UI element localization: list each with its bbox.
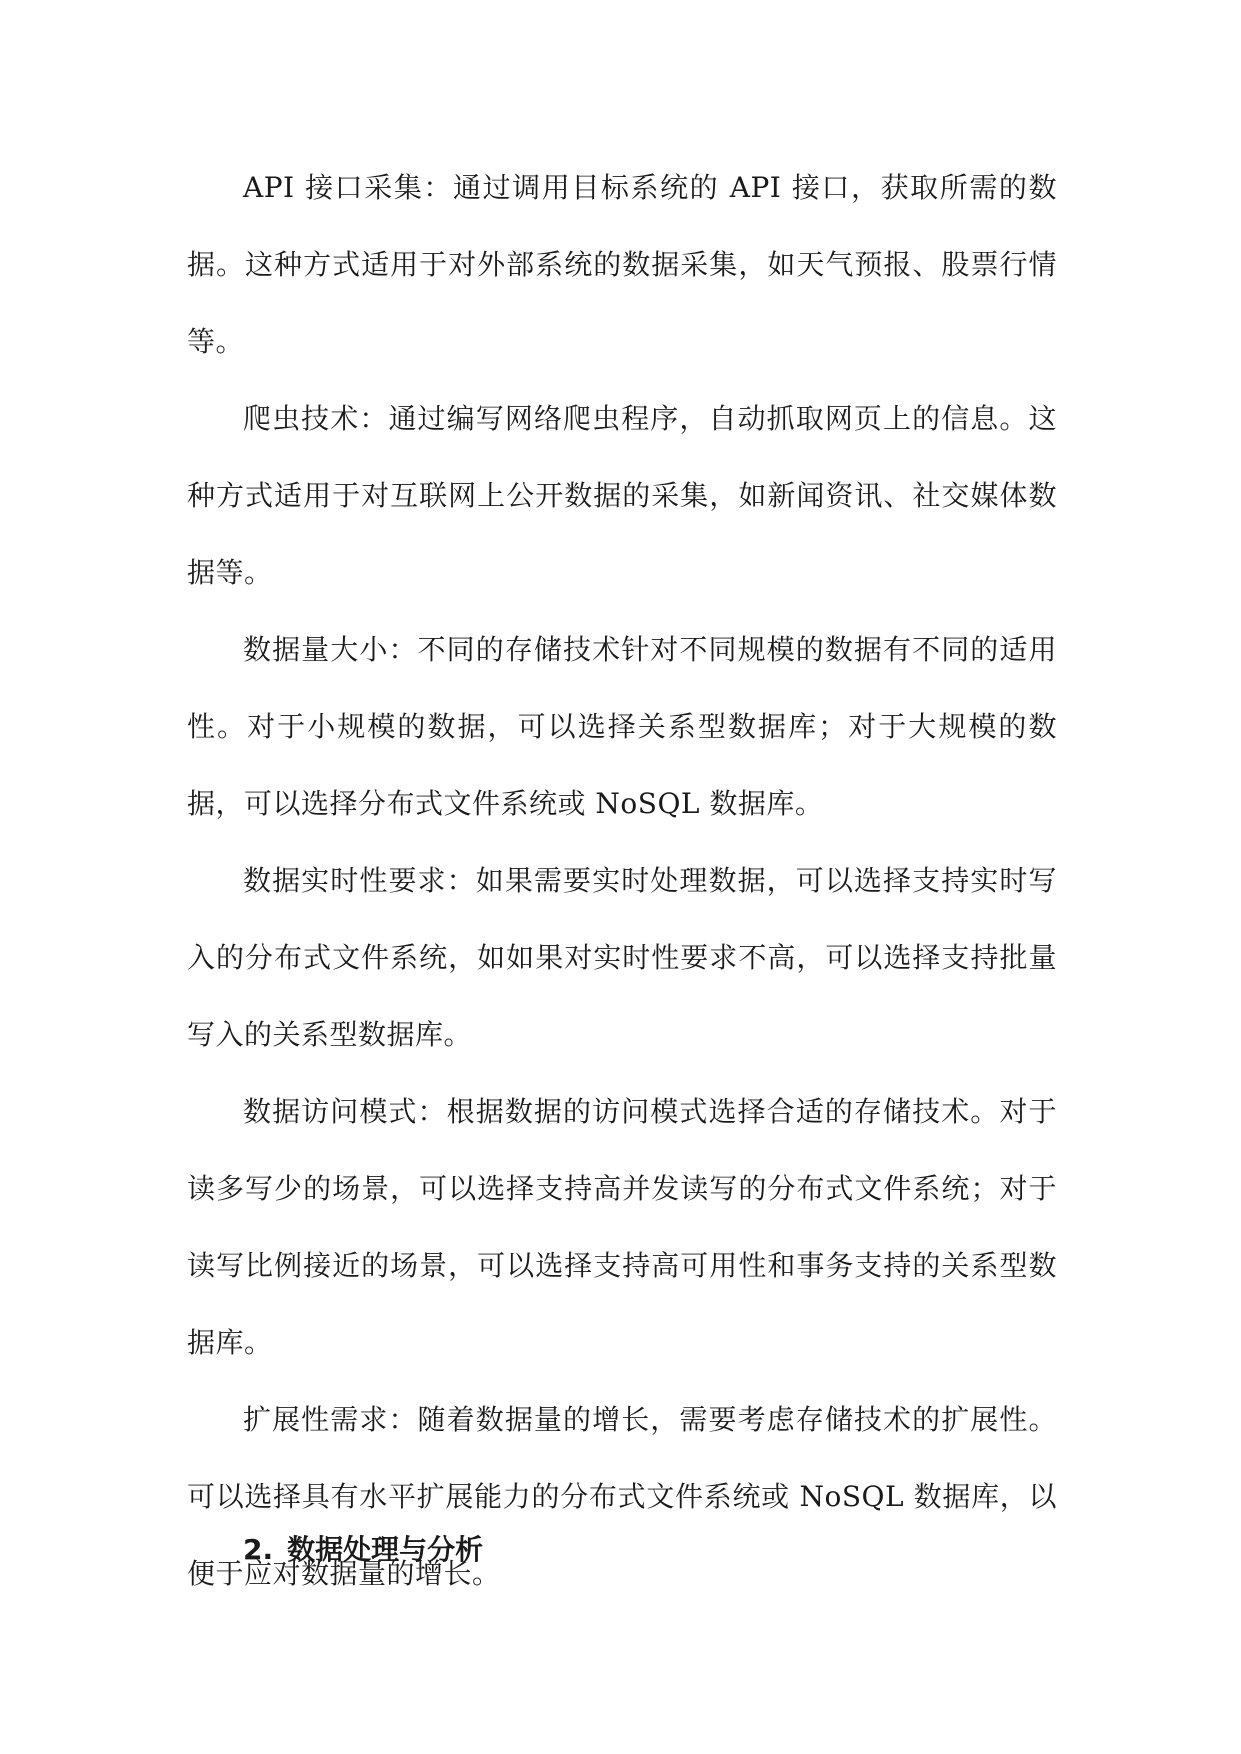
paragraph-realtime-requirement: 数据实时性要求：如果需要实时处理数据，可以选择支持实时写入的分布式文件系统，如如果对实时性要求不高，可以选择支持批量写入的关系型数据库。 bbox=[187, 864, 1057, 1051]
paragraph-access-pattern: 数据访问模式：根据数据的访问模式选择合适的存储技术。对于读多写少的场景，可以选择支持高并发读写的分布式文件系统；对于读写比例接近的场景，可以选择支持高可用性和事务支持的关系型数据库。 bbox=[187, 1095, 1057, 1359]
section-number: 2. bbox=[243, 1533, 274, 1566]
section-heading bbox=[243, 1530, 483, 1570]
paragraph-scalability: 扩展性需求：随着数据量的增长，需要考虑存储技术的扩展性。可以选择具有水平扩展能力的分布式文件系统或 NoSQL 数据库，以便于应对数据量的增长。 bbox=[187, 1403, 1057, 1590]
section-title: 数据处理与分析 bbox=[287, 1533, 484, 1566]
body-text bbox=[187, 149, 1057, 1612]
paragraph-crawler-technology: 爬虫技术：通过编写网络爬虫程序，自动抓取网页上的信息。这种方式适用于对互联网上公开数据的采集，如新闻资讯、社交媒体数据等。 bbox=[187, 402, 1057, 589]
paragraph-api-collection: API 接口采集：通过调用目标系统的 API 接口，获取所需的数据。这种方式适用于对外部系统的数据采集，如天气预报、股票行情等。 bbox=[187, 171, 1057, 358]
paragraph-data-volume: 数据量大小：不同的存储技术针对不同规模的数据有不同的适用性。对于小规模的数据，可以选择关系型数据库；对于大规模的数据，可以选择分布式文件系统或 NoSQL 数据库。 bbox=[187, 633, 1057, 820]
